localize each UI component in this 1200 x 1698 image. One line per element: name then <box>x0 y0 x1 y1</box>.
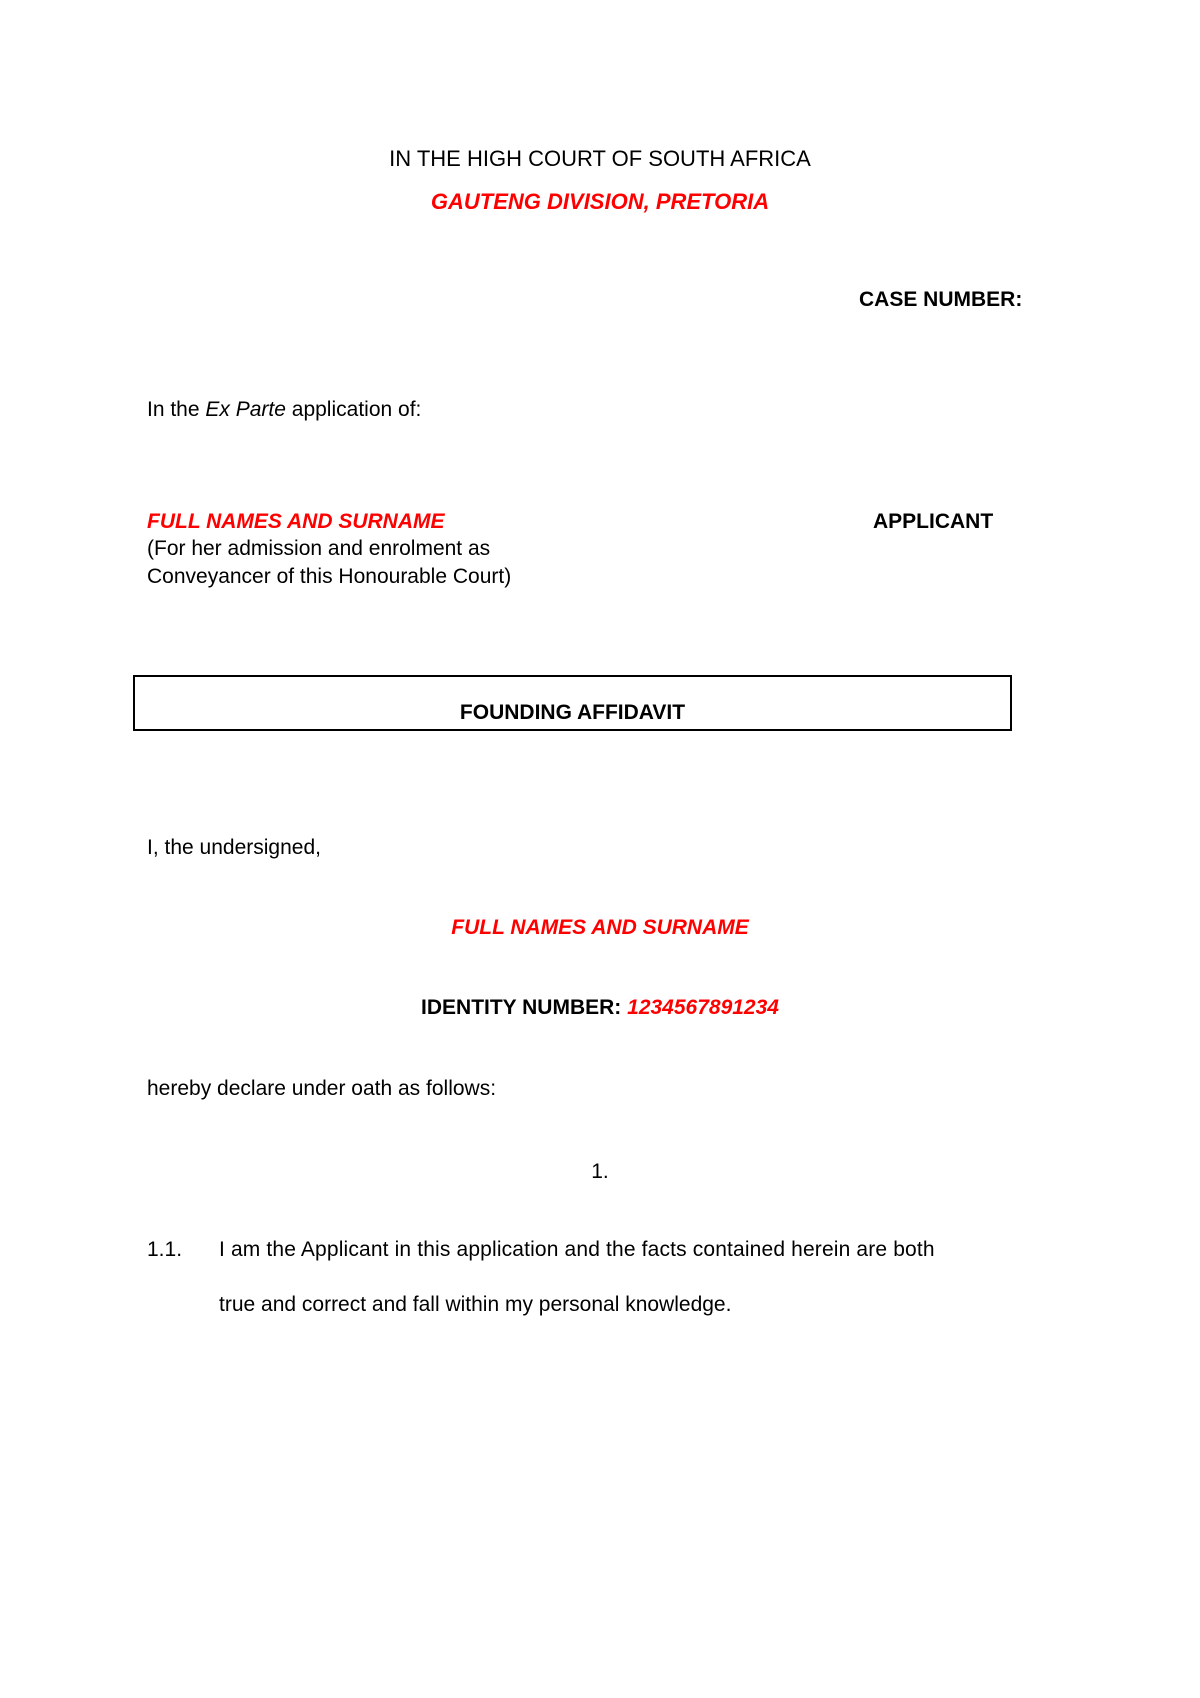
applicant-role-label: APPLICANT <box>873 510 994 533</box>
applicant-description-line2: Conveyancer of this Honourable Court) <box>147 565 512 588</box>
case-number-label: CASE NUMBER: <box>859 288 1023 311</box>
subparagraph-number: 1.1. <box>147 1238 183 1261</box>
ex-parte-prefix: In the <box>147 398 206 421</box>
court-division: GAUTENG DIVISION, PRETORIA <box>430 189 770 214</box>
applicant-name-placeholder: FULL NAMES AND SURNAME <box>147 510 445 533</box>
court-title: IN THE HIGH COURT OF SOUTH AFRICA <box>389 146 811 171</box>
affidavit-title-box <box>133 675 1012 731</box>
ex-parte-line <box>147 398 421 422</box>
affidavit-title: FOUNDING AFFIDAVIT <box>459 701 686 724</box>
undersigned-text: I, the undersigned, <box>147 836 321 859</box>
ex-parte-suffix: application of: <box>285 398 422 421</box>
ex-parte-italic: Ex Parte <box>205 398 286 421</box>
identity-number-label: IDENTITY NUMBER: <box>421 996 628 1019</box>
identity-number-value: 1234567891234 <box>627 996 779 1019</box>
applicant-description-line1: (For her admission and enrolment as <box>147 537 491 560</box>
deponent-name-placeholder: FULL NAMES AND SURNAME <box>451 916 749 939</box>
identity-number-line <box>0 996 1200 1020</box>
declaration-text: hereby declare under oath as follows: <box>147 1077 497 1100</box>
subparagraph-text-line1: I am the Applicant in this application and the facts contained herein are both <box>219 1238 935 1261</box>
paragraph-number: 1. <box>591 1160 609 1183</box>
subparagraph-text-line2: true and correct and fall within my personal knowledge. <box>219 1293 732 1316</box>
